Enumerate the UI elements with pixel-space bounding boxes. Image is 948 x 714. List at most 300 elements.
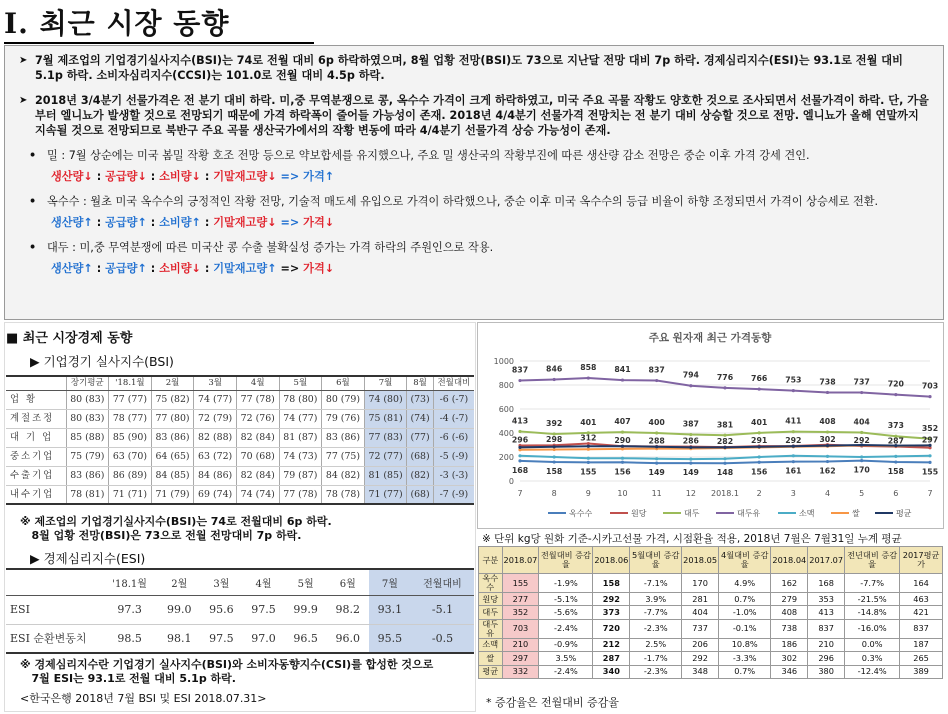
data-point xyxy=(587,461,590,464)
data-point xyxy=(860,431,863,434)
bsi-cell: 84 (82) xyxy=(322,466,365,485)
bsi-cell: 77 (75) xyxy=(322,447,365,466)
price-cell: 평균 xyxy=(479,665,503,678)
bsi-cell: 79 (87) xyxy=(279,466,322,485)
bsi-cell: 78 (80) xyxy=(279,390,322,409)
price-cell: 297 xyxy=(502,652,539,665)
price-cell: -7.7% xyxy=(845,574,900,593)
data-label: 282 xyxy=(716,437,734,447)
esi-cell: 96.0 xyxy=(327,624,369,653)
price-cell: 373 xyxy=(593,606,630,619)
data-point xyxy=(792,389,795,392)
data-label: 162 xyxy=(819,466,836,476)
soy-text: 대두 : 미,중 무역분쟁에 따른 미국산 콩 수출 불확실성 증가는 가격 하락의 주원인으로 작용. xyxy=(47,241,494,254)
price-cell: -0.1% xyxy=(719,619,771,638)
esi-row-label: ESI xyxy=(6,595,101,624)
data-point xyxy=(758,455,761,458)
data-label: 387 xyxy=(682,419,699,429)
price-header-cell: 2017평균가 xyxy=(900,547,943,574)
data-point xyxy=(792,454,795,457)
price-row xyxy=(479,574,943,593)
bsi-row xyxy=(6,428,474,447)
flow-supply: 공급량↑ xyxy=(105,216,147,229)
esi-header-cell: 3월 xyxy=(200,569,242,595)
data-label: 401 xyxy=(580,417,597,427)
price-cell: -1.0% xyxy=(719,606,771,619)
data-point xyxy=(723,446,726,449)
price-cell: 0.0% xyxy=(845,638,900,651)
bsi-cell: 71 (71) xyxy=(109,485,152,504)
wheat-item xyxy=(17,148,933,163)
esi-header-cell: 2월 xyxy=(158,569,200,595)
price-cell: 281 xyxy=(682,593,719,606)
data-label: 407 xyxy=(614,417,631,427)
data-point xyxy=(518,459,521,462)
data-label: 170 xyxy=(853,465,870,475)
bsi-row xyxy=(6,447,474,466)
data-label: 312 xyxy=(580,433,597,443)
price-cell: 287 xyxy=(593,652,630,665)
data-label: 148 xyxy=(716,468,734,478)
price-header-cell: 4월대비 증감율 xyxy=(719,547,771,574)
price-header-cell: 구분 xyxy=(479,547,503,574)
x-tick-label: 7 xyxy=(517,489,523,498)
esi-header-cell: 7월 xyxy=(369,569,411,595)
x-tick-label: 2018.1 xyxy=(711,489,739,498)
price-cell: 0.7% xyxy=(719,593,771,606)
flow-price: 가격↑ xyxy=(303,170,335,183)
corn-flow xyxy=(17,215,933,230)
price-cell: 0.3% xyxy=(845,652,900,665)
price-cell: 703 xyxy=(502,619,539,638)
price-cell: 463 xyxy=(900,593,943,606)
summary-text-futures: 2018년 3/4분기 선물가격은 전 분기 대비 하락. 미,중 무역분쟁으로 콩, 옥수수 가격이 크게 하락하였고, 미국 주요 곡물 작황도 양호한 것으로 조사되면서 선물가격이 하락. 단, 가을부터 엘니뇨가 발생할 것으로 전망되기 때문에 가격 하락폭이 줄어들 가능성이 존재. 2018년 4/4분기 선물가격 전망치는 전 분기 대비 상승할 것으로 전망. 엘니뇨가 올해 연말까지 지속될 것으로 전망되므로 북반구 주요 곡물 생산국가에서의 작황 변동에 따라 4/4분기 선물가격 상승 가능성이 존재. xyxy=(35,94,929,137)
bsi-cell: (74) xyxy=(407,409,433,428)
x-tick-label: 8 xyxy=(551,489,557,498)
price-cell: 쌀 xyxy=(479,652,503,665)
price-cell: -2.3% xyxy=(630,619,682,638)
price-cell: 162 xyxy=(771,574,808,593)
bsi-cell: 83 (86) xyxy=(151,428,194,447)
data-label: 288 xyxy=(648,436,665,446)
price-cell: -21.5% xyxy=(845,593,900,606)
data-point xyxy=(860,459,863,462)
esi-cell: 97.5 xyxy=(242,595,284,624)
esi-cell: 95.5 xyxy=(369,624,411,653)
bsi-cell: (73) xyxy=(407,390,433,409)
esi-row-label: ESI 순환변동치 xyxy=(6,624,101,653)
price-cell: -5.1% xyxy=(539,593,593,606)
bsi-header-cell: 5월 xyxy=(279,376,322,390)
chart-title: 주요 원자재 최근 가격동향 xyxy=(648,332,772,344)
data-label: 168 xyxy=(511,465,529,475)
bsi-header-cell: 2월 xyxy=(151,376,194,390)
price-cell: 277 xyxy=(502,593,539,606)
bsi-cell: 82 (88) xyxy=(194,428,237,447)
data-label: 837 xyxy=(648,365,665,375)
data-label: 737 xyxy=(853,377,870,387)
data-label: 149 xyxy=(682,468,699,478)
data-point xyxy=(621,461,624,464)
esi-row xyxy=(6,624,474,653)
bsi-cell: 63 (72) xyxy=(194,447,237,466)
legend-label: 평균 xyxy=(896,509,912,518)
x-tick-label: 2 xyxy=(756,489,762,498)
esi-cell: 98.5 xyxy=(101,624,158,653)
price-line-chart xyxy=(478,323,943,528)
flow-consumption: 소비량↓ xyxy=(159,262,201,275)
bsi-cell: 72 (76) xyxy=(236,409,279,428)
bsi-cell: 74 (77) xyxy=(194,390,237,409)
data-point xyxy=(518,454,521,457)
data-point xyxy=(518,430,521,433)
price-cell: 대두 xyxy=(479,606,503,619)
data-label: 392 xyxy=(546,418,563,428)
price-cell: 2.5% xyxy=(630,638,682,651)
data-point xyxy=(928,454,931,457)
esi-cell: 99.0 xyxy=(158,595,200,624)
data-point xyxy=(826,444,829,447)
price-cell: 4.9% xyxy=(719,574,771,593)
price-cell: -12.4% xyxy=(845,665,900,678)
y-tick-label: 800 xyxy=(498,381,514,390)
data-label: 738 xyxy=(819,377,836,387)
bsi-cell: 77 (80) xyxy=(151,409,194,428)
esi-cell: -0.5 xyxy=(411,624,474,653)
price-row xyxy=(479,652,943,665)
data-point xyxy=(928,461,931,464)
bsi-cell: 75 (82) xyxy=(151,390,194,409)
data-label: 846 xyxy=(546,364,563,374)
bsi-cell: 79 (76) xyxy=(322,409,365,428)
bsi-cell: 83 (86) xyxy=(66,466,109,485)
data-label: 158 xyxy=(887,467,904,477)
data-point xyxy=(621,378,624,381)
data-point xyxy=(553,460,556,463)
esi-source: <한국은행 2018년 7월 BSI 및 ESI 2018.07.31> xyxy=(20,692,267,705)
data-label: 408 xyxy=(819,417,836,427)
arrow-marker-icon: ➤ xyxy=(19,55,28,66)
flow-sep: : xyxy=(200,216,214,229)
flow-consumption: 소비량↑ xyxy=(159,216,201,229)
price-cell: 168 xyxy=(808,574,845,593)
data-label: 381 xyxy=(716,420,734,430)
data-point xyxy=(723,457,726,460)
price-cell: 170 xyxy=(682,574,719,593)
data-point xyxy=(758,461,761,464)
x-tick-label: 12 xyxy=(685,489,696,498)
bsi-cell: 63 (70) xyxy=(109,447,152,466)
flow-sep: : xyxy=(146,170,160,183)
price-cell: 210 xyxy=(502,638,539,651)
data-point xyxy=(655,379,658,382)
data-point xyxy=(723,386,726,389)
esi-header-cell: 6월 xyxy=(327,569,369,595)
bsi-cell: 74 (80) xyxy=(364,390,407,409)
price-cell: 155 xyxy=(502,574,539,593)
price-cell: 279 xyxy=(771,593,808,606)
data-label: 286 xyxy=(682,436,699,446)
data-label: 841 xyxy=(614,365,631,375)
x-tick-label: 11 xyxy=(651,489,662,498)
esi-cell: 97.0 xyxy=(242,624,284,653)
legend-label: 소맥 xyxy=(799,509,815,518)
esi-header-cell: 5월 xyxy=(285,569,327,595)
bsi-cell: 71 (77) xyxy=(364,485,407,504)
bsi-cell: 74 (74) xyxy=(236,485,279,504)
bsi-cell: 85 (88) xyxy=(66,428,109,447)
price-cell: 3.5% xyxy=(539,652,593,665)
data-label: 302 xyxy=(819,434,836,444)
flow-ending-stock: 기말재고량↓ xyxy=(213,170,277,183)
data-label: 158 xyxy=(546,467,563,477)
price-cell: -1.7% xyxy=(630,652,682,665)
bsi-cell: 72 (77) xyxy=(364,447,407,466)
x-tick-label: 6 xyxy=(893,489,899,498)
bsi-row-label: 대 기 업 xyxy=(6,428,66,447)
esi-table xyxy=(6,568,474,654)
data-point xyxy=(860,455,863,458)
y-tick-label: 600 xyxy=(498,405,514,414)
price-cell: -3.3% xyxy=(719,652,771,665)
price-header-cell: 전월대비 증감율 xyxy=(539,547,593,574)
data-label: 400 xyxy=(648,418,665,427)
price-cell: 389 xyxy=(900,665,943,678)
esi-cell: 97.5 xyxy=(200,624,242,653)
price-row xyxy=(479,665,943,678)
esi-cell: 95.6 xyxy=(200,595,242,624)
data-point xyxy=(553,445,556,448)
bsi-cell: 75 (81) xyxy=(364,409,407,428)
bsi-cell: (82) xyxy=(407,466,433,485)
price-header-cell: 2017.07 xyxy=(808,547,845,574)
data-point xyxy=(894,460,897,463)
flow-sep: : xyxy=(200,262,214,275)
bsi-row xyxy=(6,485,474,504)
data-label: 287 xyxy=(887,436,904,446)
wheat-text: 밀 : 7월 상순에는 미국 봄밀 작황 호조 전망 등으로 약보합세를 유지했으나, 주요 밀 생산국의 작황부진에 따른 생산량 감소 전망은 중순 이후 가격 강세 견인. xyxy=(47,149,810,162)
data-point xyxy=(553,455,556,458)
price-cell: 187 xyxy=(900,638,943,651)
price-cell: 212 xyxy=(593,638,630,651)
flow-price: 가격↓ xyxy=(303,262,335,275)
bsi-cell: 72 (79) xyxy=(194,409,237,428)
price-header-cell: 2018.05 xyxy=(682,547,719,574)
data-label: 404 xyxy=(853,417,870,427)
price-row xyxy=(479,619,943,638)
data-point xyxy=(792,460,795,463)
price-cell: 720 xyxy=(593,619,630,638)
price-cell: 332 xyxy=(502,665,539,678)
price-cell: 302 xyxy=(771,652,808,665)
data-label: 837 xyxy=(511,365,529,375)
data-label: 156 xyxy=(614,467,631,477)
bsi-header-cell: 전월대비 xyxy=(433,376,474,390)
price-cell: 352 xyxy=(502,606,539,619)
data-label: 373 xyxy=(887,421,904,431)
bsi-cell: -6 (-6) xyxy=(433,428,474,447)
price-cell: 738 xyxy=(771,619,808,638)
price-cell: 206 xyxy=(682,638,719,651)
flow-sep: : xyxy=(92,262,106,275)
price-cell: 353 xyxy=(808,593,845,606)
data-label: 292 xyxy=(785,435,802,445)
bsi-cell: 80 (79) xyxy=(322,390,365,409)
flow-production: 생산량↑ xyxy=(51,262,93,275)
price-cell: -0.9% xyxy=(539,638,593,651)
bsi-row xyxy=(6,390,474,409)
esi-cell: -5.1 xyxy=(411,595,474,624)
price-cell: 10.8% xyxy=(719,638,771,651)
bsi-cell: 71 (79) xyxy=(151,485,194,504)
data-point xyxy=(689,433,692,436)
price-cell: 296 xyxy=(808,652,845,665)
price-cell: 348 xyxy=(682,665,719,678)
flow-sep: : xyxy=(200,170,214,183)
data-label: 290 xyxy=(614,436,631,446)
page-title: Ⅰ. 최근 시장 동향 xyxy=(4,7,230,40)
summary-text-bsi: 7월 제조업의 기업경기실사지수(BSI)는 74로 전월 대비 6p 하락하였으며, 8월 업황 전망(BSI)도 73으로 지난달 전망 대비 7p 하락. 경제심리지수(ESI)는 93.1로 전월 대비 5.1p 하락. 소비자심리지수(CCSI)는 101.0로 전월 대비 4.5p 하락. xyxy=(35,54,903,82)
price-cell: 대두유 xyxy=(479,619,503,638)
price-cell: 837 xyxy=(808,619,845,638)
data-point xyxy=(928,395,931,398)
price-row xyxy=(479,638,943,651)
data-label: 413 xyxy=(511,416,529,426)
corn-item xyxy=(17,194,933,209)
bsi-cell: -6 (-7) xyxy=(433,390,474,409)
price-table xyxy=(478,546,943,679)
data-label: 411 xyxy=(785,416,802,426)
data-point xyxy=(758,387,761,390)
bsi-cell: (68) xyxy=(407,447,433,466)
flow-supply: 공급량↓ xyxy=(105,170,147,183)
data-label: 155 xyxy=(580,467,597,477)
bsi-cell: 82 (84) xyxy=(236,466,279,485)
bsi-cell: (68) xyxy=(407,485,433,504)
bullet-icon: • xyxy=(29,149,37,162)
data-point xyxy=(655,457,658,460)
bullet-icon: • xyxy=(29,241,37,254)
summary-box xyxy=(4,45,944,320)
price-cell: 380 xyxy=(808,665,845,678)
title-underline xyxy=(4,42,314,44)
bsi-row-label: 중소기업 xyxy=(6,447,66,466)
x-tick-label: 7 xyxy=(927,489,933,498)
price-cell: 346 xyxy=(771,665,808,678)
data-label: 161 xyxy=(785,466,802,476)
bsi-cell: (77) xyxy=(407,428,433,447)
esi-note: ※ 경제심리지수란 기업경기 실사지수(BSI)와 소비자동향지수(CSI)를 합성한 것으로 7월 ESI는 93.1로 전월 대비 5.1p 하락. xyxy=(20,658,434,685)
price-cell: 421 xyxy=(900,606,943,619)
flow-sep: : xyxy=(146,216,160,229)
section-title: ■ 최근 시장경제 동향 xyxy=(6,331,133,346)
price-cell: 292 xyxy=(682,652,719,665)
price-cell: 186 xyxy=(771,638,808,651)
data-point xyxy=(587,445,590,448)
data-point xyxy=(894,393,897,396)
bsi-cell: 74 (73) xyxy=(279,447,322,466)
x-tick-label: 9 xyxy=(585,489,591,498)
footnote: * 증감율은 전월대비 증감율 xyxy=(486,696,619,709)
esi-header-cell xyxy=(6,569,101,595)
price-row xyxy=(479,593,943,606)
data-point xyxy=(518,379,521,382)
soy-flow xyxy=(17,261,933,276)
price-header-cell: 5월대비 증감율 xyxy=(630,547,682,574)
price-cell: 옥수수 xyxy=(479,574,503,593)
data-point xyxy=(689,462,692,465)
data-label: 296 xyxy=(511,435,529,445)
flow-price: 가격↓ xyxy=(303,216,335,229)
bsi-cell: 77 (83) xyxy=(364,428,407,447)
data-point xyxy=(689,446,692,449)
bsi-cell: -4 (-7) xyxy=(433,409,474,428)
summary-paragraph-futures xyxy=(17,93,933,138)
data-point xyxy=(553,378,556,381)
bsi-cell: 64 (65) xyxy=(151,447,194,466)
price-cell: 0.7% xyxy=(719,665,771,678)
price-cell: 340 xyxy=(593,665,630,678)
x-tick-label: 3 xyxy=(790,489,796,498)
bullet-icon: • xyxy=(29,195,37,208)
bsi-row-label: 계절조정 xyxy=(6,409,66,428)
bsi-cell: 77 (78) xyxy=(236,390,279,409)
data-label: 352 xyxy=(921,423,939,433)
data-label: 156 xyxy=(751,467,768,477)
bsi-row-label: 업 황 xyxy=(6,390,66,409)
data-point xyxy=(655,462,658,465)
data-label: 149 xyxy=(648,468,665,478)
price-cell: 원당 xyxy=(479,593,503,606)
price-cell: 3.9% xyxy=(630,593,682,606)
y-tick-label: 0 xyxy=(508,477,514,486)
legend-label: 대두유 xyxy=(737,509,761,518)
data-point xyxy=(518,446,521,449)
y-tick-label: 400 xyxy=(498,429,514,438)
flow-ending-stock: 기말재고량↑ xyxy=(213,262,277,275)
data-point xyxy=(826,455,829,458)
price-cell: -14.8% xyxy=(845,606,900,619)
esi-row xyxy=(6,595,474,624)
bsi-cell: 77 (78) xyxy=(279,485,322,504)
price-cell: 404 xyxy=(682,606,719,619)
data-label: 401 xyxy=(751,417,768,427)
bsi-header-cell: 8월 xyxy=(407,376,433,390)
flow-arrow: => xyxy=(276,262,304,275)
corn-text: 옥수수 : 월초 미국 옥수수의 긍정적인 작황 전망, 기술적 매도세 유입으로 가격이 하락했으나, 중순 이후 미국 옥수수의 등급 비율이 하향 조정되면서 가격이 상승세로 전환. xyxy=(47,195,879,208)
esi-cell: 99.9 xyxy=(285,595,327,624)
bsi-header-cell: 장기평균 xyxy=(66,376,109,390)
data-point xyxy=(621,431,624,434)
price-row xyxy=(479,606,943,619)
bsi-cell: -5 (-9) xyxy=(433,447,474,466)
bsi-cell: 86 (89) xyxy=(109,466,152,485)
bsi-cell: 83 (86) xyxy=(322,428,365,447)
bsi-cell: 85 (90) xyxy=(109,428,152,447)
price-cell: -1.9% xyxy=(539,574,593,593)
data-point xyxy=(758,445,761,448)
price-cell: -7.1% xyxy=(630,574,682,593)
bsi-cell: 78 (77) xyxy=(109,409,152,428)
bsi-header-cell: 6월 xyxy=(322,376,365,390)
soy-item xyxy=(17,240,933,255)
flow-arrow: => xyxy=(276,170,304,183)
price-cell: 158 xyxy=(593,574,630,593)
bsi-table xyxy=(6,375,474,505)
data-point xyxy=(792,445,795,448)
price-cell: 413 xyxy=(808,606,845,619)
data-label: 292 xyxy=(853,435,870,445)
